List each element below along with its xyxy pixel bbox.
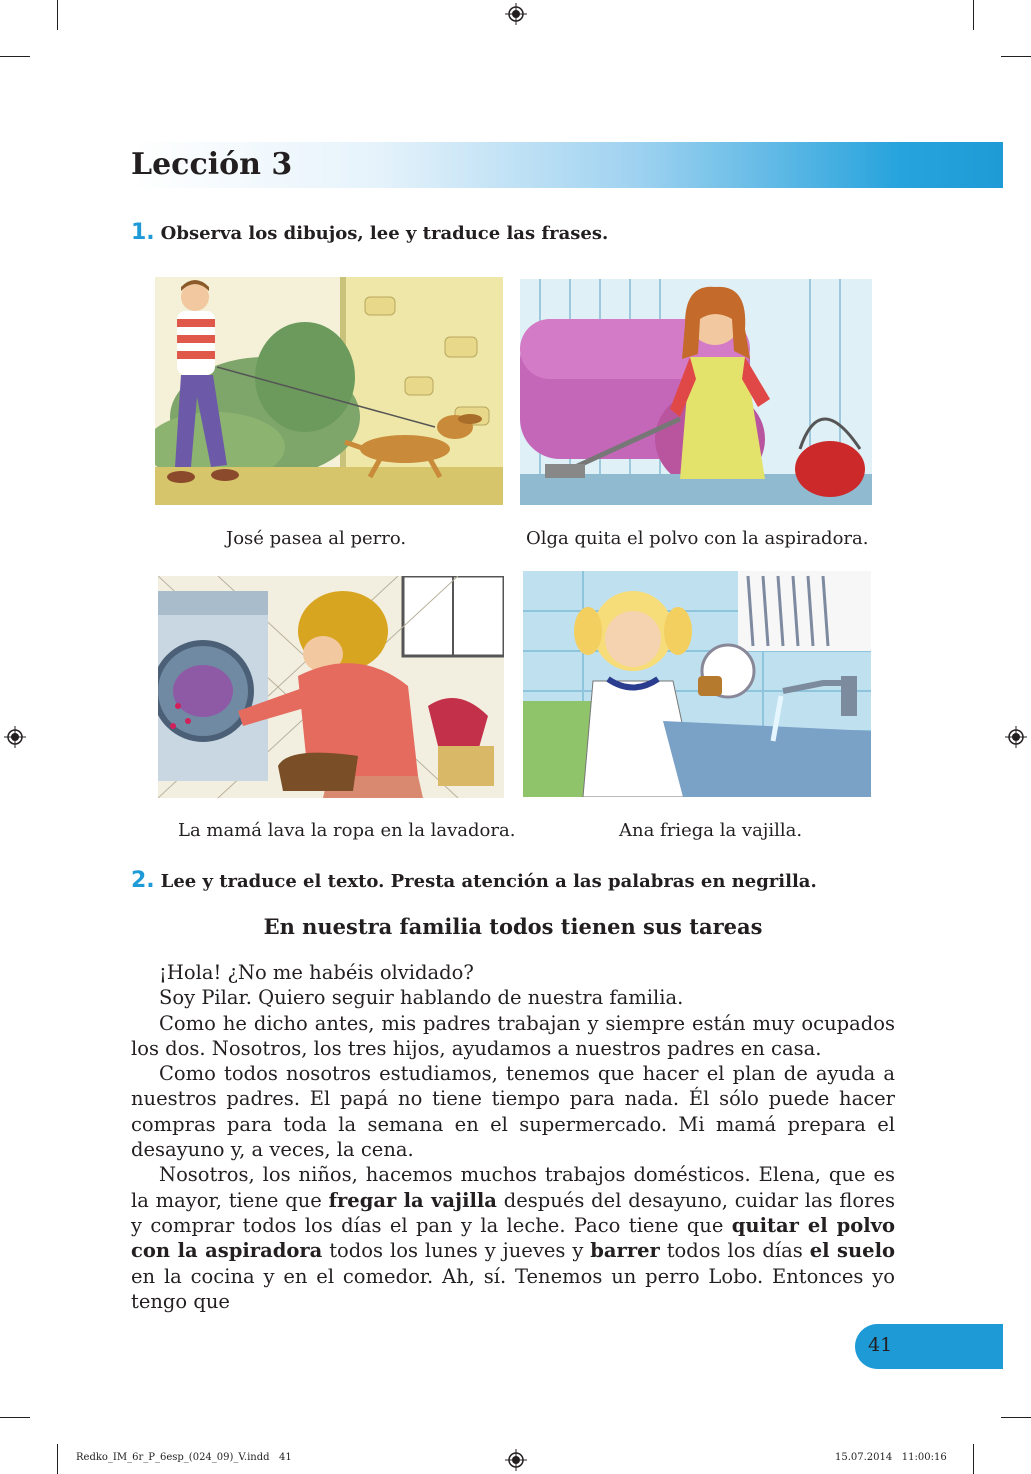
registration-mark-icon	[505, 3, 527, 25]
text-run: Soy Pilar. Quiero seguir hablando de nuestra familia.	[159, 986, 684, 1010]
task-number: 2.	[131, 868, 155, 893]
picture-caption: Olga quita el polvo con la aspiradora.	[526, 528, 869, 549]
text-run: Nosotros, los niños, hacemos muchos trabajos domésticos. Elena, que es la mayor, tiene que	[131, 1163, 895, 1212]
text-title: En nuestra familia todos tienen sus tareas	[263, 914, 763, 939]
text-run: todos los lunes y jueves y	[322, 1239, 591, 1263]
registration-mark-icon	[1005, 726, 1027, 748]
text-run: Como todos nosotros estudiamos, tenemos que hacer el plan de ayuda a nuestros padres. El papá no tiene tiempo para nada. Él sólo puede hacer compras para toda la semana en el supermercado. Mi mamá prepara el desayuno y, a veces, la cena.	[131, 1062, 895, 1162]
crop-mark	[0, 56, 30, 57]
footer-file-name: Redko_IM_6r_P_6esp_(024_09)_V.indd 41	[76, 1452, 292, 1463]
illustration-jose-walking-dog	[155, 277, 503, 505]
picture-caption: Ana friega la vajilla.	[619, 820, 803, 841]
illustration-mom-washing-machine	[158, 576, 504, 798]
picture-caption: José pasea al perro.	[226, 528, 407, 549]
crop-mark	[0, 1417, 30, 1418]
illustration-olga-vacuuming	[520, 279, 872, 505]
footer-timestamp: 15.07.2014 11:00:16	[835, 1452, 947, 1463]
text-paragraph	[131, 1162, 895, 1314]
crop-mark	[57, 1444, 58, 1474]
crop-mark	[57, 0, 58, 30]
registration-mark-icon	[505, 1449, 527, 1471]
task-number: 1.	[131, 220, 155, 245]
text-paragraph	[131, 1061, 895, 1162]
text-paragraph	[131, 1011, 895, 1062]
bold-vocabulary: el suelo	[809, 1239, 896, 1263]
crop-mark	[973, 1444, 974, 1474]
picture-caption: La mamá lava la ropa en la lavadora.	[178, 820, 516, 841]
crop-mark	[1001, 56, 1031, 57]
crop-mark	[1001, 1417, 1031, 1418]
text-run: todos los días	[659, 1239, 810, 1263]
crop-mark	[973, 0, 974, 30]
lesson-title: Lección 3	[131, 147, 293, 182]
task-1-instruction	[131, 220, 608, 245]
text-paragraph	[131, 985, 895, 1010]
bold-vocabulary: quitar el polvo con la aspiradora	[131, 1213, 895, 1263]
text-run: ¡Hola! ¿No me habéis olvidado?	[159, 961, 474, 984]
text-run: en la cocina y en el comedor. Ah, sí. Tenemos un perro Lobo. Entonces yo tengo que	[131, 1264, 895, 1313]
bold-vocabulary: barrer	[590, 1239, 660, 1263]
task-text: Lee y traduce el texto. Presta atención a las palabras en negrilla.	[160, 871, 817, 892]
reading-text	[131, 960, 895, 1314]
text-paragraph	[131, 960, 895, 985]
task-2-instruction	[131, 868, 817, 893]
text-run: Como he dicho antes, mis padres trabajan y siempre están muy ocupados los dos. Nosotros, los tres hijos, ayudamos a nuestros padres en casa.	[131, 1011, 895, 1060]
page-number: 41	[868, 1334, 893, 1356]
text-run: después del desayuno, cuidar las flores y comprar todos los días el pan y la leche. Paco tiene que	[131, 1188, 895, 1237]
bold-vocabulary: fregar la vajilla	[328, 1188, 497, 1212]
registration-mark-icon	[4, 726, 26, 748]
illustration-ana-washing-dishes	[523, 571, 871, 797]
task-text: Observa los dibujos, lee y traduce las frases.	[160, 223, 609, 244]
